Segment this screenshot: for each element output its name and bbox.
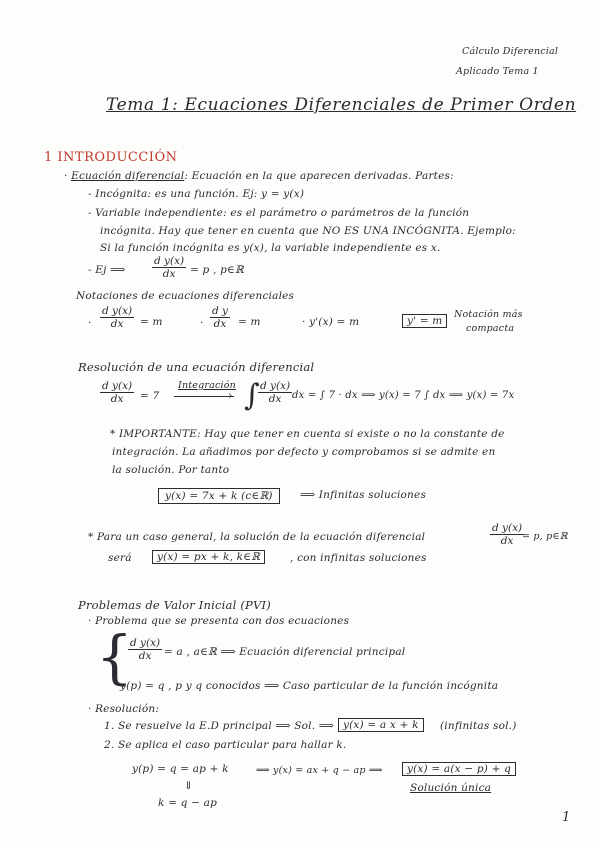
notation-2-num: d y <box>212 305 228 317</box>
definition-term: Ecuación diferencial <box>71 170 185 182</box>
page-title: Tema 1: Ecuaciones Diferenciales de Primer Orden <box>106 95 577 115</box>
dash-incognita: - Incógnita: es una función. Ej: y = y(x) <box>88 188 305 200</box>
general-line-2-tail: , con infinitas soluciones <box>290 552 427 564</box>
integral-fraction-den: dx <box>268 393 282 405</box>
notation-2-fraction <box>210 305 230 330</box>
general-solution-box: y(x) = px + k, k∈ℝ <box>152 550 265 564</box>
definition-text: : Ecuación en la que aparecen derivadas. Partes: <box>184 170 454 182</box>
definition-line: · Ecuación diferencial: Ecuación en la que aparecen derivadas. Partes: <box>64 170 454 182</box>
example-fraction-num: d y(x) <box>154 255 185 267</box>
resolution-lhs-fraction <box>100 380 134 405</box>
section-heading: 1 INTRODUCCIÓN <box>44 150 178 165</box>
result-box: y(x) = 7x + k (c∈ℝ) <box>158 488 280 504</box>
calc-line-2: k = q − ap <box>158 797 218 809</box>
integration-arrow-head: › <box>228 389 233 402</box>
general-fraction <box>490 522 524 547</box>
step-1-tail: (infinitas sol.) <box>440 720 517 732</box>
resolution-lhs-num: d y(x) <box>102 380 133 392</box>
integration-arrow-label: Integración <box>178 380 236 391</box>
pvi-eq1-fraction <box>128 637 162 662</box>
important-line-2: integración. La añadimos por defecto y comprobamos si se admite en <box>112 446 496 458</box>
step-1-prefix: 1. Se resuelve la E.D principal ⟹ Sol. ⟹ <box>104 720 335 732</box>
example-fraction-den: dx <box>162 268 176 280</box>
notation-1-num: d y(x) <box>102 305 133 317</box>
notations-heading: Notaciones de ecuaciones diferenciales <box>76 290 295 302</box>
final-solution-box: y(x) = a(x − p) + q <box>402 762 516 776</box>
dash-example-suffix: = p , p∈ℝ <box>190 264 244 276</box>
notation-4-note-2: compacta <box>466 323 515 334</box>
dash-example-prefix: - Ej ⟹ <box>88 264 126 276</box>
integral-sign: ∫ <box>244 378 260 413</box>
pvi-heading: Problemas de Valor Inicial (PVI) <box>78 598 271 612</box>
integration-arrow <box>174 396 234 397</box>
system-bracket: { <box>96 623 133 691</box>
notation-4-note-1: Notación más <box>454 309 523 320</box>
calc-line-1: y(p) = q = ap + k <box>132 763 229 775</box>
general-line-1: * Para un caso general, la solución de la ecuación diferencial <box>88 531 426 543</box>
notation-1-den: dx <box>110 318 124 330</box>
general-fraction-den: dx <box>500 535 514 547</box>
notation-1-eq: = m <box>140 316 163 328</box>
general-eq: = p, p∈ℝ <box>522 531 568 542</box>
pvi-eq1-den: dx <box>138 650 152 662</box>
integral-fraction <box>258 380 292 405</box>
pvi-bullet-1: · Problema que se presenta con dos ecuaciones <box>88 615 350 627</box>
dash-variable-line3: Si la función incógnita es y(x), la variable independiente es x. <box>100 242 441 254</box>
notation-bullet-2: · <box>200 317 204 329</box>
pvi-bullet-2: · Resolución: <box>88 703 160 715</box>
pvi-eq2: y(p) = q , p y q conocidos ⟹ Caso particular de la función incógnita <box>120 680 499 692</box>
notation-bullet-1: · <box>88 317 92 329</box>
unique-solution-label: Solución única <box>410 782 492 794</box>
course-label: Cálculo Diferencial <box>462 46 559 57</box>
result-tail: ⟹ Infinitas soluciones <box>300 489 427 501</box>
example-fraction <box>152 255 186 280</box>
integral-fraction-num: d y(x) <box>260 380 291 392</box>
course-subtitle: Aplicado Tema 1 <box>456 66 539 77</box>
resolution-lhs-eq: = 7 <box>140 390 160 402</box>
notation-4-box: y' = m <box>402 314 447 328</box>
dash-variable-line2: incógnita. Hay que tener en cuenta que NO ES UNA INCÓGNITA. Ejemplo: <box>100 225 516 237</box>
calc-arrow: ⟹ y(x) = ax + q − ap ⟹ <box>256 765 383 776</box>
dash-variable-line1: - Variable independiente: es el parámetro o parámetros de la función <box>88 207 470 219</box>
notation-3: · y'(x) = m <box>302 316 360 328</box>
step-1-box: y(x) = a x + k <box>338 718 424 732</box>
resolution-heading: Resolución de una ecuación diferencial <box>78 360 315 374</box>
resolution-lhs-den: dx <box>110 393 124 405</box>
notation-2-eq: = m <box>238 316 261 328</box>
pvi-eq1-tail: = a , a∈ℝ ⟹ Ecuación diferencial principal <box>164 646 406 658</box>
notation-1-fraction <box>100 305 134 330</box>
important-line-1: * IMPORTANTE: Hay que tener en cuenta si existe o no la constante de <box>110 428 505 440</box>
integral-tail: dx = ∫ 7 · dx ⟹ y(x) = 7 ∫ dx ⟹ y(x) = 7x <box>292 390 515 401</box>
pvi-eq1-num: d y(x) <box>130 637 161 649</box>
step-2: 2. Se aplica el caso particular para hallar k. <box>104 739 347 751</box>
notation-2-den: dx <box>213 318 227 330</box>
page-number: 1 <box>562 810 571 825</box>
calc-down-arrow: ⇓ <box>184 780 193 792</box>
general-fraction-num: d y(x) <box>492 522 523 534</box>
important-line-3: la solución. Por tanto <box>112 464 230 476</box>
general-line-2-prefix: será <box>108 552 132 564</box>
